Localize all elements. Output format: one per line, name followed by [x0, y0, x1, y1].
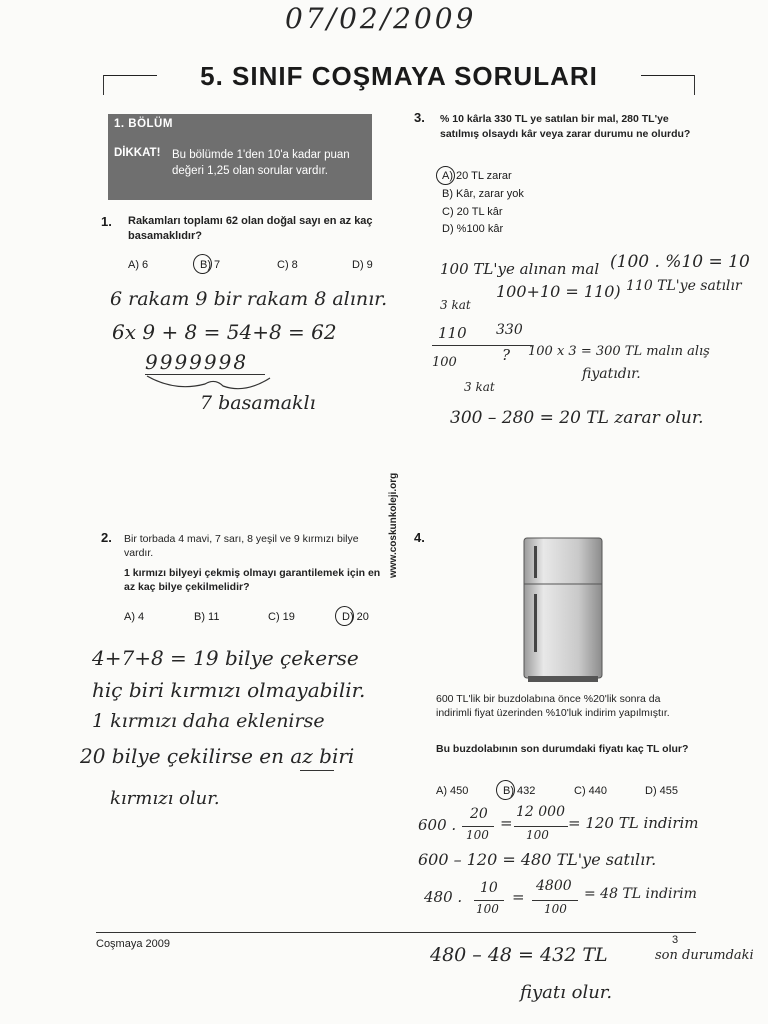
- footer-label: Coşmaya 2009: [96, 938, 170, 950]
- q3-choice-c[interactable]: C) 20 TL kâr: [442, 206, 503, 218]
- q2-number: 2.: [101, 530, 112, 545]
- q2-work-line4: 20 bilye çekilirse en az biri: [80, 744, 355, 768]
- q4-work-c-num2: 4800: [536, 878, 572, 894]
- q3-work-3kat-top: 3 kat: [440, 298, 471, 312]
- q4-work-d: 480 – 48 = 432 TL: [430, 944, 608, 966]
- q4-work-a-den2: 100: [526, 828, 549, 842]
- q1-text: Rakamları toplamı 62 olan doğal sayı en az kaç basamaklıdır?: [128, 215, 373, 242]
- section-heading: 1. BÖLÜM: [114, 118, 173, 130]
- q2-choice-c[interactable]: C) 19: [268, 611, 295, 623]
- q3-work-line1: 100 TL'ye alınan mal: [440, 260, 600, 278]
- q1-choice-d[interactable]: D) 9: [352, 259, 373, 271]
- refrigerator-image: [522, 536, 604, 684]
- q4-work-c-eq: =: [512, 888, 525, 906]
- q3-choice-b[interactable]: B) Kâr, zarar yok: [442, 188, 524, 200]
- q3-work-line2: (100 . %10 = 10: [610, 252, 750, 272]
- q2-work-line5: kırmızı olur.: [110, 788, 220, 809]
- title-box: [103, 58, 695, 95]
- q4-number: 4.: [414, 530, 425, 545]
- q4-work-a-rhs: = 120 TL indirim: [568, 814, 699, 832]
- q3-answer-circle: [436, 166, 455, 185]
- q2-underline: [300, 770, 334, 771]
- q4-answer-circle: [496, 780, 515, 800]
- q4-choice-c[interactable]: C) 440: [574, 785, 608, 797]
- q1-choice-a[interactable]: A) 6: [128, 259, 149, 271]
- q1-work-line1: 6 rakam 9 bir rakam 8 alınır.: [110, 288, 388, 310]
- q4-work-a-bar2: [514, 826, 568, 827]
- section-notice: [108, 114, 372, 200]
- q4-work-a-den1: 100: [466, 828, 489, 842]
- q4-choice-b[interactable]: B) 432: [503, 785, 536, 797]
- q4-question: Bu buzdolabının son durumdaki fiyatı kaç TL olur?: [436, 743, 689, 755]
- q3-frac-bar: [432, 345, 532, 346]
- watermark: www.coskunkoleji.org: [388, 472, 399, 578]
- q4-work-c-den2: 100: [544, 902, 567, 916]
- q4-work-d-right: son durumdaki: [655, 948, 754, 963]
- q2-answer-circle: [335, 606, 354, 626]
- q3-work-3kat-bottom: 3 kat: [464, 380, 495, 394]
- q4-work-c-den1: 100: [476, 902, 499, 916]
- q4-work-c-rhs: = 48 TL indirim: [584, 886, 697, 902]
- q3-frac-den-right: ?: [502, 346, 511, 364]
- q2-choice-d[interactable]: D) 20: [342, 611, 369, 623]
- q3-frac-num-left: 110: [438, 324, 467, 342]
- q2-work-line3: 1 kırmızı daha eklenirse: [92, 710, 325, 732]
- q2-work-line1: 4+7+8 = 19 bilye çekerse: [92, 646, 359, 670]
- footer-rule: [96, 932, 696, 933]
- q1-choice-c[interactable]: C) 8: [277, 259, 298, 271]
- q4-choice-a[interactable]: A) 450: [436, 785, 469, 797]
- q3-work-line5: 100 x 3 = 300 TL malın alış: [528, 344, 710, 359]
- q1-work-line4: 7 basamaklı: [200, 392, 316, 414]
- q3-frac-den-left: 100: [432, 355, 457, 370]
- q3-choice-a[interactable]: A) 20 TL zarar: [442, 170, 512, 182]
- q4-work-e: fiyatı olur.: [520, 982, 613, 1003]
- q4-work-a-num1: 20: [470, 806, 488, 822]
- notice-label: DİKKAT!: [114, 147, 161, 159]
- q3-frac-num-right: 330: [496, 322, 523, 338]
- q3-text: % 10 kârla 330 TL ye satılan bir mal, 280 TL'ye satılmış olsaydı kâr veya zarar durumu ne olurdu?: [440, 113, 691, 140]
- q2-choice-b[interactable]: B) 11: [194, 611, 220, 623]
- q1-work-line2: 6x 9 + 8 = 54+8 = 62: [112, 320, 337, 344]
- date-handwritten: 07/02/2009: [285, 2, 477, 35]
- q4-text: 600 TL'lik bir buzdolabına önce %20'lik sonra da indirimli fiyat üzerinden %10'luk indirim yapılmıştır.: [436, 693, 670, 719]
- q4-work-c-bar2: [532, 900, 578, 901]
- q1-choice-b[interactable]: B) 7: [200, 259, 221, 271]
- q4-choice-d[interactable]: D) 455: [645, 785, 679, 797]
- q2-question: 1 kırmızı bilyeyi çekmiş olmayı garantilemek için en az kaç bilye çekilmelidir?: [124, 567, 381, 593]
- q1-number: 1.: [101, 214, 112, 229]
- q2-text: Bir torbada 4 mavi, 7 sarı, 8 yeşil ve 9 kırmızı bilye vardır.: [124, 533, 359, 559]
- q3-work-line4: 110 TL'ye satılır: [626, 278, 742, 294]
- notice-text: Bu bölümde 1'den 10'a kadar puan değeri 1,25 olan sorular vardır.: [172, 149, 350, 177]
- q4-work-a-eq: =: [500, 814, 513, 832]
- q4-work-a-num2: 12 000: [516, 804, 565, 820]
- page-number: 3: [672, 934, 679, 946]
- q4-work-a-bar1: [462, 826, 494, 827]
- q3-choice-d[interactable]: D) %100 kâr: [442, 223, 504, 235]
- q4-work-c-bar1: [474, 900, 504, 901]
- page-title: 5. SINIF COŞMAYA SORULARI: [200, 61, 598, 91]
- q3-work-line3: 100+10 = 110): [496, 282, 621, 301]
- q2-choice-a[interactable]: A) 4: [124, 611, 145, 623]
- q1-work-line3: 9999998: [145, 350, 249, 374]
- q4-work-c-num1: 10: [480, 880, 498, 896]
- q3-work-line6: fiyatıdır.: [582, 366, 641, 382]
- q1-answer-circle: [193, 254, 212, 274]
- q3-work-line7: 300 – 280 = 20 TL zarar olur.: [450, 408, 704, 428]
- q2-work-line2: hiç biri kırmızı olmayabilir.: [92, 678, 366, 702]
- q4-work-c-lhs: 480 .: [424, 888, 463, 906]
- q4-work-a-lhs: 600 .: [418, 816, 457, 834]
- q4-work-b: 600 – 120 = 480 TL'ye satılır.: [418, 850, 657, 869]
- q3-number: 3.: [414, 110, 425, 125]
